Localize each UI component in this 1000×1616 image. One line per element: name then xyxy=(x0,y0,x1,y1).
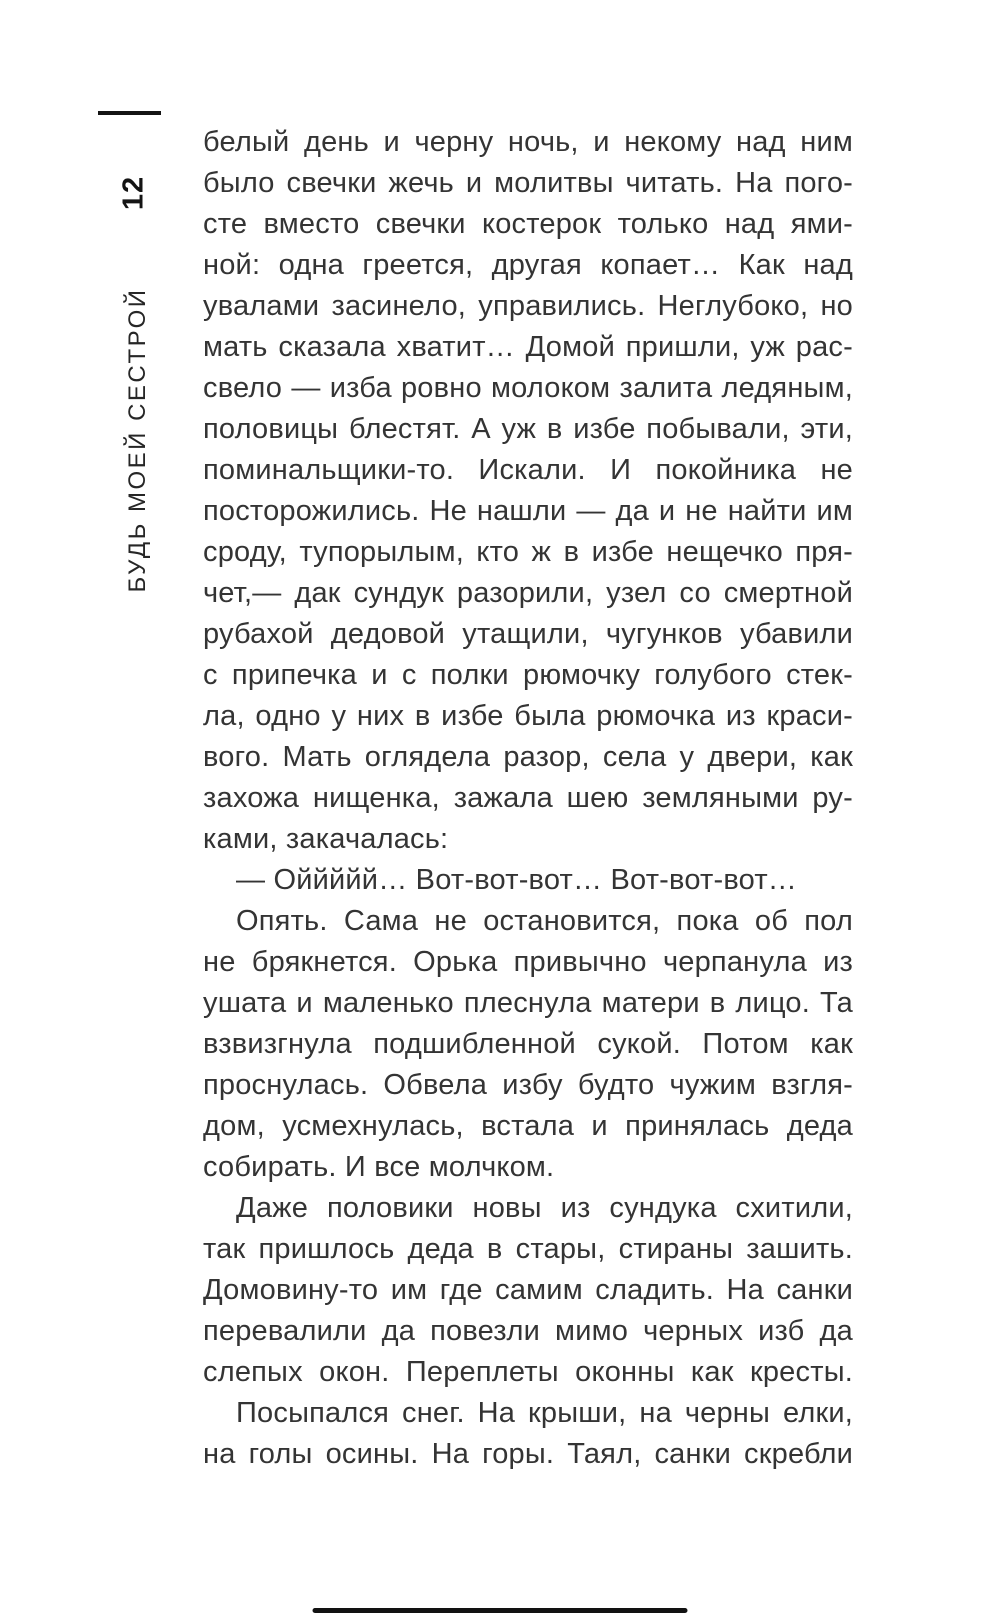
text-line: на голы осины. На горы. Таял, санки скребли xyxy=(203,1438,853,1470)
text-line: вого. Мать оглядела разор, села у двери, как xyxy=(203,741,853,773)
text-line: Даже половики новы из сундука схитили, xyxy=(236,1192,853,1224)
text-line: посторожились. Не нашли — да и не найти им xyxy=(203,495,853,527)
text-line: половицы блестят. А уж в избе побывали, эти, xyxy=(203,413,853,445)
text-line: захожа нищенка, зажала шею земляными ру- xyxy=(203,782,853,814)
text-line: сроду, тупорылым, кто ж в избе нещечко пря- xyxy=(203,536,853,568)
text-line: свело — изба ровно молоком залита ледяным, xyxy=(203,372,853,404)
text-line: чет,— дак сундук разорили, узел со смертной xyxy=(203,577,853,609)
text-line: с припечка и с полки рюмочку голубого стек- xyxy=(203,659,853,691)
body-text-column xyxy=(203,122,853,1475)
text-line: собирать. И все молчком. xyxy=(203,1151,555,1183)
text-line: белый день и черну ночь, и некому над ним xyxy=(203,126,853,158)
page-number: 12 xyxy=(117,175,150,211)
text-line: сте вместо свечки костерок только над ями- xyxy=(203,208,853,240)
text-line: рубахой дедовой утащили, чугунков убавили xyxy=(203,618,853,650)
text-line: мать сказала хватит… Домой пришли, уж рас- xyxy=(203,331,853,363)
text-line: ушата и маленько плеснула матери в лицо. Та xyxy=(203,987,853,1019)
text-line: проснулась. Обвела избу будто чужим взгля- xyxy=(203,1069,853,1101)
text-line: ла, одно у них в избе была рюмочка из краси- xyxy=(203,700,853,732)
text-line: слепых окон. Переплеты оконны как кресты. xyxy=(203,1356,853,1388)
text-line: было свечки жечь и молитвы читать. На пого- xyxy=(203,167,853,199)
text-line: Опять. Сама не остановится, пока об пол xyxy=(236,905,853,937)
text-line: дом, усмехнулась, встала и принялась деда xyxy=(203,1110,853,1142)
text-line: взвизгнула подшибленной сукой. Потом как xyxy=(203,1028,853,1060)
home-indicator-bar[interactable] xyxy=(313,1608,688,1613)
text-line: Домовину-то им где самим сладить. На санки xyxy=(203,1274,853,1306)
text-line: не брякнется. Орька привычно черпанула из xyxy=(203,946,853,978)
text-line: Посыпался снег. На крыши, на черны елки, xyxy=(236,1397,853,1429)
text-line: поминальщики-то. Искали. И покойника не xyxy=(203,454,853,486)
text-line: — Оййййй… Вот-вот-вот… Вот-вот-вот… xyxy=(236,864,798,896)
text-line: так пришлось деда в стары, стираны зашить. xyxy=(203,1233,853,1265)
text-line: перевалили да повезли мимо черных изб да xyxy=(203,1315,853,1347)
book-title-vertical: БУДЬ МОЕЙ СЕСТРОЙ xyxy=(124,287,151,593)
text-line: увалами засинело, управились. Неглубоко, но xyxy=(203,290,853,322)
text-line: ками, закачалась: xyxy=(203,823,449,855)
text-line: ной: одна греется, другая копает… Как над xyxy=(203,249,853,281)
margin-rule xyxy=(98,111,161,115)
